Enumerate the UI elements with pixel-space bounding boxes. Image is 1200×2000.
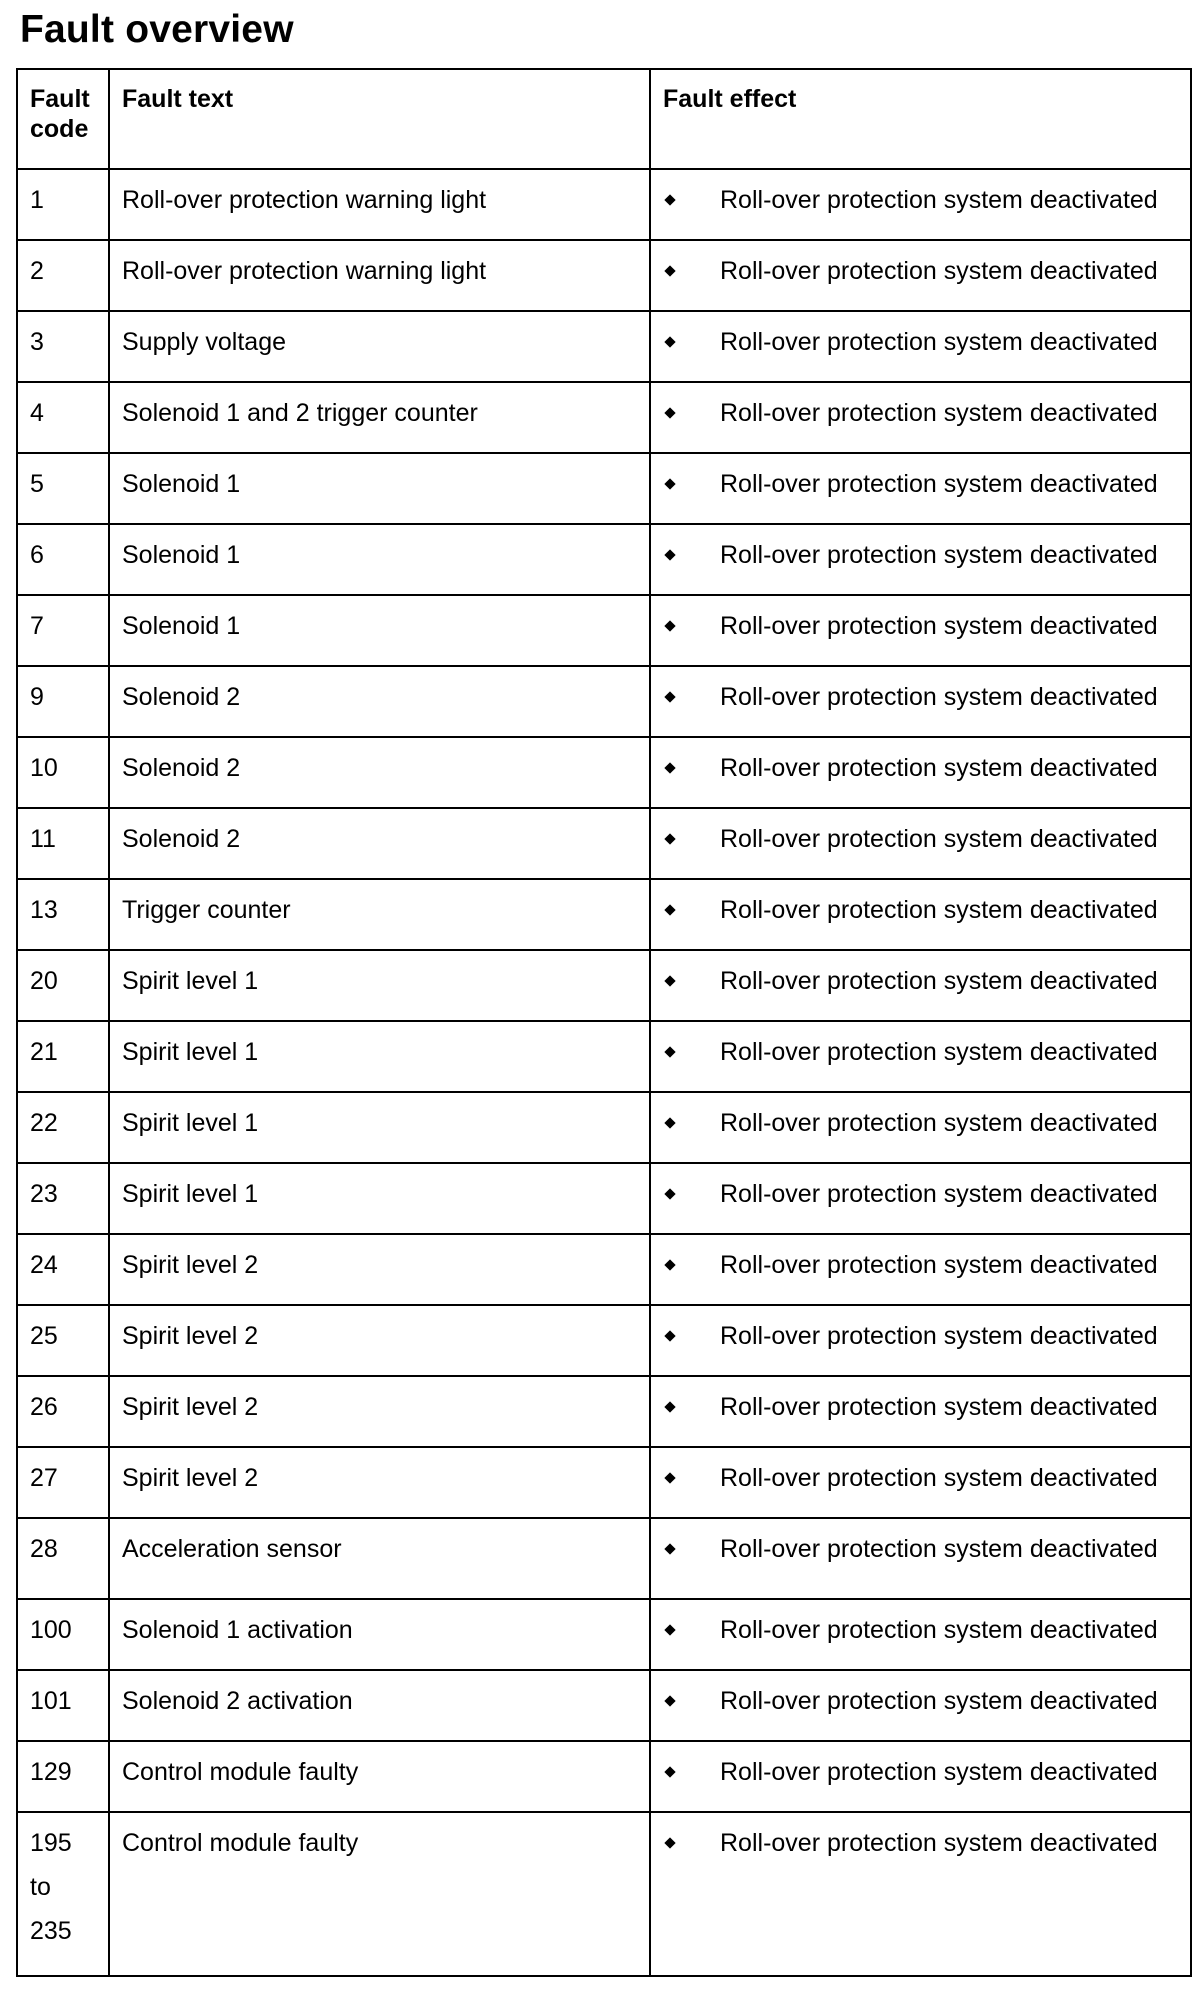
fault-code: 129 xyxy=(30,1758,72,1786)
table-row xyxy=(17,1812,1191,1976)
bullet-diamond-icon xyxy=(664,691,675,702)
fault-rows xyxy=(17,169,1191,1976)
fault-effect-cell xyxy=(650,595,1191,666)
fault-code-cell xyxy=(17,666,109,737)
bullet-diamond-icon xyxy=(664,1837,675,1848)
fault-text: Solenoid 2 xyxy=(109,737,650,808)
fault-effect-cell xyxy=(650,737,1191,808)
fault-code-cell xyxy=(17,1021,109,1092)
column-header-fault-text: Fault text xyxy=(109,69,650,169)
fault-text: Spirit level 2 xyxy=(109,1447,650,1518)
table-row xyxy=(17,1021,1191,1092)
fault-effect: Roll-over protection system deactivated xyxy=(720,1322,1158,1350)
fault-effect: Roll-over protection system deactivated xyxy=(720,1829,1158,1857)
fault-text: Solenoid 2 xyxy=(109,808,650,879)
column-header-fault-code: Fault code xyxy=(17,69,109,169)
fault-code-cell xyxy=(17,240,109,311)
bullet-diamond-icon xyxy=(664,904,675,915)
bullet-diamond-icon xyxy=(664,1695,675,1706)
fault-code-cell xyxy=(17,595,109,666)
fault-effect-cell xyxy=(650,1021,1191,1092)
fault-code-cell xyxy=(17,1741,109,1812)
fault-effect-cell xyxy=(650,1447,1191,1518)
fault-effect: Roll-over protection system deactivated xyxy=(720,399,1158,427)
fault-effect-cell xyxy=(650,808,1191,879)
fault-text: Spirit level 1 xyxy=(109,1163,650,1234)
fault-code: 26 xyxy=(30,1393,58,1421)
column-header-fault-effect: Fault effect xyxy=(650,69,1191,169)
table-row xyxy=(17,1234,1191,1305)
fault-effect-cell xyxy=(650,879,1191,950)
bullet-diamond-icon xyxy=(664,336,675,347)
page-title: Fault overview xyxy=(20,8,294,51)
fault-code: 7 xyxy=(30,612,44,640)
fault-effect: Roll-over protection system deactivated xyxy=(720,825,1158,853)
bullet-diamond-icon xyxy=(664,194,675,205)
table-row xyxy=(17,1376,1191,1447)
fault-effect-cell xyxy=(650,1092,1191,1163)
fault-effect: Roll-over protection system deactivated xyxy=(720,1180,1158,1208)
fault-effect-cell xyxy=(650,1305,1191,1376)
fault-effect-cell xyxy=(650,1741,1191,1812)
fault-text: Spirit level 1 xyxy=(109,950,650,1021)
bullet-diamond-icon xyxy=(664,975,675,986)
fault-effect-cell xyxy=(650,1234,1191,1305)
bullet-diamond-icon xyxy=(664,1188,675,1199)
fault-code-cell xyxy=(17,1305,109,1376)
table-row xyxy=(17,666,1191,737)
fault-code-cell xyxy=(17,737,109,808)
bullet-diamond-icon xyxy=(664,1472,675,1483)
fault-effect-cell xyxy=(650,1376,1191,1447)
fault-code-cell xyxy=(17,1163,109,1234)
fault-code-cell xyxy=(17,808,109,879)
table-row xyxy=(17,311,1191,382)
fault-effect-cell xyxy=(650,666,1191,737)
fault-text: Acceleration sensor xyxy=(109,1518,650,1599)
fault-effect: Roll-over protection system deactivated xyxy=(720,1038,1158,1066)
fault-code-cell xyxy=(17,1376,109,1447)
table-row xyxy=(17,1163,1191,1234)
fault-code-cell xyxy=(17,382,109,453)
fault-text: Control module faulty xyxy=(109,1812,650,1976)
fault-effect-cell xyxy=(650,311,1191,382)
table-row xyxy=(17,1518,1191,1599)
fault-code-cell xyxy=(17,1670,109,1741)
fault-effect-cell xyxy=(650,1599,1191,1670)
fault-code: 23 xyxy=(30,1180,58,1208)
fault-text: Spirit level 2 xyxy=(109,1376,650,1447)
table-row xyxy=(17,879,1191,950)
fault-text: Spirit level 2 xyxy=(109,1234,650,1305)
fault-effect-cell xyxy=(650,169,1191,240)
fault-text: Solenoid 1 xyxy=(109,524,650,595)
fault-effect: Roll-over protection system deactivated xyxy=(720,186,1158,214)
fault-code: 11 xyxy=(30,825,56,853)
fault-text: Solenoid 1 xyxy=(109,595,650,666)
fault-code: 13 xyxy=(30,896,58,924)
fault-code: 6 xyxy=(30,541,44,569)
bullet-diamond-icon xyxy=(664,762,675,773)
table-row xyxy=(17,595,1191,666)
bullet-diamond-icon xyxy=(664,407,675,418)
fault-effect: Roll-over protection system deactivated xyxy=(720,470,1158,498)
fault-code-cell xyxy=(17,1092,109,1163)
fault-effect-cell xyxy=(650,453,1191,524)
fault-effect: Roll-over protection system deactivated xyxy=(720,612,1158,640)
fault-effect: Roll-over protection system deactivated xyxy=(720,896,1158,924)
table-row xyxy=(17,524,1191,595)
bullet-diamond-icon xyxy=(664,1046,675,1057)
fault-code-cell xyxy=(17,1812,109,1976)
bullet-diamond-icon xyxy=(664,833,675,844)
fault-text: Trigger counter xyxy=(109,879,650,950)
fault-effect-cell xyxy=(650,1518,1191,1599)
table-row xyxy=(17,1741,1191,1812)
fault-code: 101 xyxy=(30,1687,72,1715)
fault-effect: Roll-over protection system deactivated xyxy=(720,1687,1158,1715)
fault-code: 20 xyxy=(30,967,58,995)
fault-effect: Roll-over protection system deactivated xyxy=(720,754,1158,782)
fault-effect: Roll-over protection system deactivated xyxy=(720,1393,1158,1421)
bullet-diamond-icon xyxy=(664,1624,675,1635)
bullet-diamond-icon xyxy=(664,265,675,276)
fault-code-cell xyxy=(17,1518,109,1599)
fault-code-cell xyxy=(17,524,109,595)
table-row xyxy=(17,240,1191,311)
bullet-diamond-icon xyxy=(664,1401,675,1412)
table-row xyxy=(17,808,1191,879)
fault-text: Spirit level 1 xyxy=(109,1092,650,1163)
bullet-diamond-icon xyxy=(664,1543,675,1554)
bullet-diamond-icon xyxy=(664,549,675,560)
fault-effect-cell xyxy=(650,1812,1191,1976)
fault-code: 195 to 235 xyxy=(30,1829,72,1945)
fault-effect: Roll-over protection system deactivated xyxy=(720,1535,1158,1563)
fault-code: 24 xyxy=(30,1251,58,1279)
fault-code-cell xyxy=(17,1599,109,1670)
table-row xyxy=(17,950,1191,1021)
fault-code-cell xyxy=(17,1447,109,1518)
fault-code: 9 xyxy=(30,683,44,711)
table-row xyxy=(17,737,1191,808)
fault-code: 3 xyxy=(30,328,44,356)
fault-code-cell xyxy=(17,950,109,1021)
fault-effect-cell xyxy=(650,950,1191,1021)
fault-text: Control module faulty xyxy=(109,1741,650,1812)
fault-code: 27 xyxy=(30,1464,58,1492)
table-row xyxy=(17,1092,1191,1163)
fault-effect-cell xyxy=(650,240,1191,311)
table-row xyxy=(17,1599,1191,1670)
fault-effect: Roll-over protection system deactivated xyxy=(720,257,1158,285)
fault-effect: Roll-over protection system deactivated xyxy=(720,683,1158,711)
fault-table xyxy=(16,68,1192,1977)
bullet-diamond-icon xyxy=(664,1117,675,1128)
fault-effect: Roll-over protection system deactivated xyxy=(720,967,1158,995)
fault-text: Solenoid 2 xyxy=(109,666,650,737)
table-row xyxy=(17,1305,1191,1376)
bullet-diamond-icon xyxy=(664,1259,675,1270)
table-row xyxy=(17,1670,1191,1741)
fault-code: 28 xyxy=(30,1535,58,1563)
fault-text: Solenoid 2 activation xyxy=(109,1670,650,1741)
bullet-diamond-icon xyxy=(664,1766,675,1777)
fault-text: Roll-over protection warning light xyxy=(109,240,650,311)
fault-effect: Roll-over protection system deactivated xyxy=(720,1758,1158,1786)
fault-code: 21 xyxy=(30,1038,58,1066)
fault-effect: Roll-over protection system deactivated xyxy=(720,1251,1158,1279)
fault-code: 22 xyxy=(30,1109,58,1137)
fault-code: 4 xyxy=(30,399,44,427)
fault-code: 2 xyxy=(30,257,44,285)
bullet-diamond-icon xyxy=(664,478,675,489)
fault-text: Roll-over protection warning light xyxy=(109,169,650,240)
table-row xyxy=(17,169,1191,240)
fault-code-cell xyxy=(17,169,109,240)
table-row xyxy=(17,453,1191,524)
fault-code: 10 xyxy=(30,754,58,782)
fault-code-cell xyxy=(17,311,109,382)
fault-effect-cell xyxy=(650,524,1191,595)
fault-text: Supply voltage xyxy=(109,311,650,382)
table-header-row xyxy=(17,69,1191,169)
fault-text: Solenoid 1 xyxy=(109,453,650,524)
fault-code-cell xyxy=(17,453,109,524)
fault-text: Spirit level 2 xyxy=(109,1305,650,1376)
bullet-diamond-icon xyxy=(664,1330,675,1341)
fault-effect-cell xyxy=(650,382,1191,453)
fault-effect: Roll-over protection system deactivated xyxy=(720,541,1158,569)
fault-text: Spirit level 1 xyxy=(109,1021,650,1092)
fault-code-cell xyxy=(17,1234,109,1305)
fault-code: 1 xyxy=(30,186,44,214)
fault-effect: Roll-over protection system deactivated xyxy=(720,1109,1158,1137)
bullet-diamond-icon xyxy=(664,620,675,631)
fault-effect: Roll-over protection system deactivated xyxy=(720,328,1158,356)
fault-code: 100 xyxy=(30,1616,72,1644)
table-row xyxy=(17,1447,1191,1518)
fault-code-cell xyxy=(17,879,109,950)
fault-effect-cell xyxy=(650,1670,1191,1741)
fault-effect-cell xyxy=(650,1163,1191,1234)
fault-effect: Roll-over protection system deactivated xyxy=(720,1464,1158,1492)
fault-code: 5 xyxy=(30,470,44,498)
fault-code: 25 xyxy=(30,1322,58,1350)
fault-text: Solenoid 1 activation xyxy=(109,1599,650,1670)
fault-effect: Roll-over protection system deactivated xyxy=(720,1616,1158,1644)
fault-text: Solenoid 1 and 2 trigger counter xyxy=(109,382,650,453)
table-row xyxy=(17,382,1191,453)
